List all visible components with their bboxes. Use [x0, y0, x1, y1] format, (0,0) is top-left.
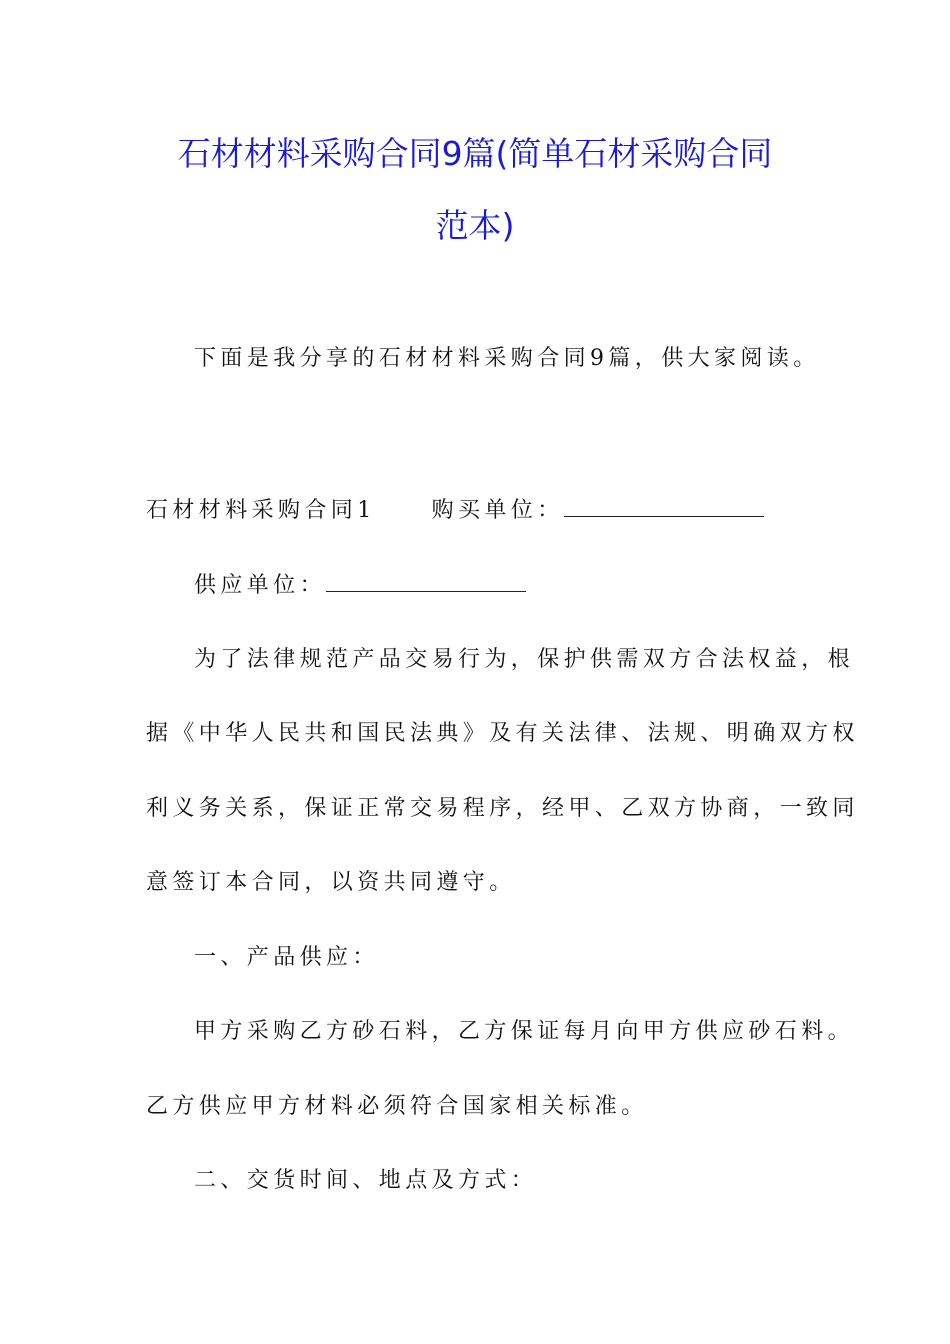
document-title-line2: 范本) [435, 206, 515, 245]
paragraph-line: 乙方供应甲方材料必须符合国家相关标准。 [146, 1094, 648, 1119]
contract-heading-row [146, 494, 764, 526]
contract-heading: 石材材料采购合同1 [146, 498, 376, 523]
section-heading-2: 二、交货时间、地点及方式： [194, 1168, 538, 1193]
paragraph-line: 据《中华人民共和国民法典》及有关法律、法规、明确双方权 [146, 721, 859, 746]
supplier-row [194, 569, 526, 601]
paragraph-line: 为了法律规范产品交易行为，保护供需双方合法权益，根 [194, 647, 855, 672]
section-heading-1: 一、产品供应： [194, 945, 379, 970]
paragraph-line: 意签订本合同，以资共同遵守。 [146, 870, 516, 895]
supplier-label: 供应单位： [194, 573, 327, 598]
intro-paragraph: 下面是我分享的石材材料采购合同9篇，供大家阅读。 [194, 346, 820, 371]
buyer-blank-line [564, 494, 764, 517]
document-title-line1: 石材材料采购合同9篇(简单石材采购合同 [177, 134, 773, 173]
paragraph-line: 甲方采购乙方砂石料，乙方保证每月向甲方供应砂石料。 [194, 1019, 855, 1044]
supplier-blank-line [326, 569, 526, 592]
buyer-label: 购买单位： [431, 498, 564, 523]
paragraph-line: 利义务关系，保证正常交易程序，经甲、乙双方协商，一致同 [146, 796, 859, 821]
